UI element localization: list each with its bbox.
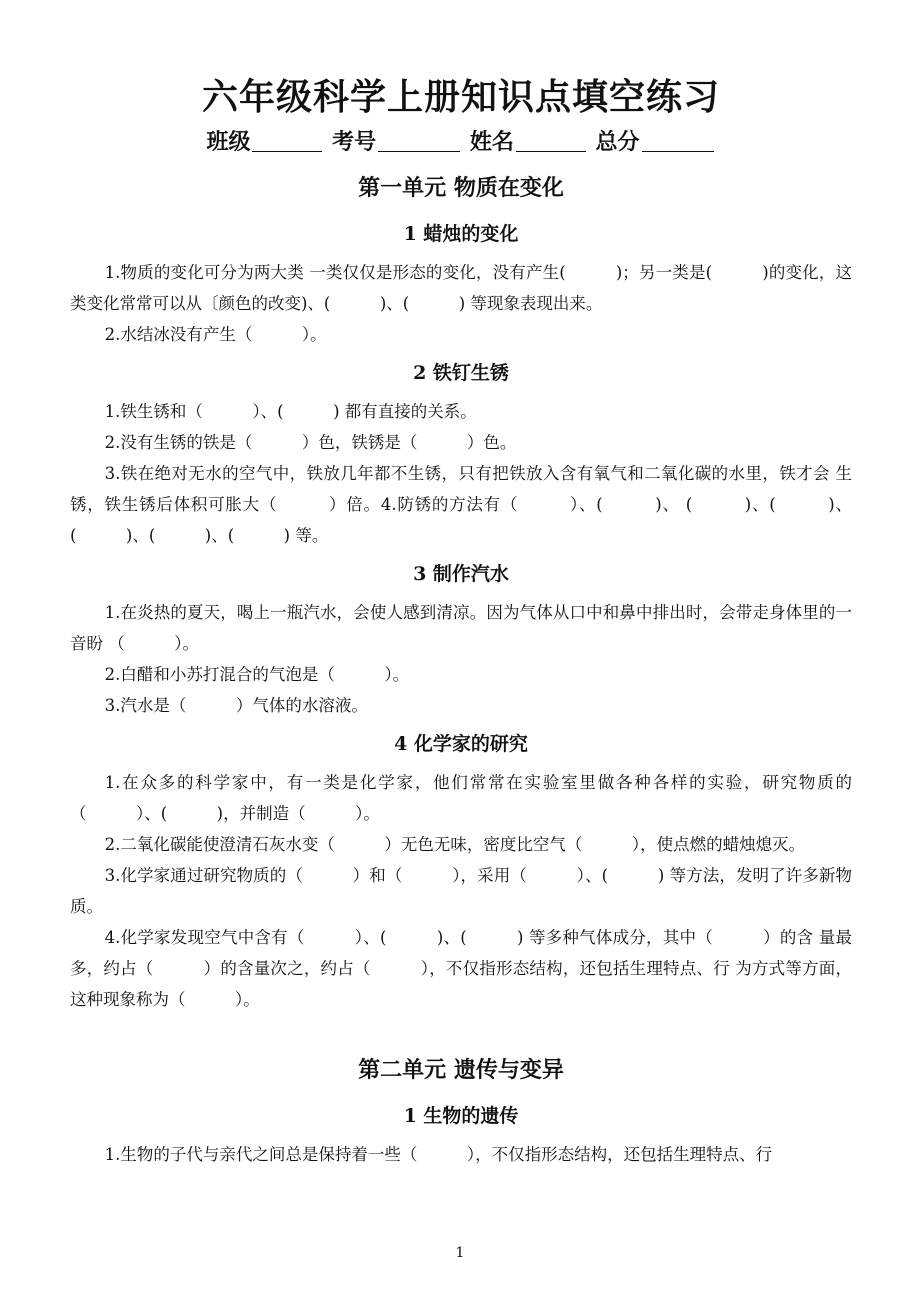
unit-title: 第一单元 物质在变化 (358, 175, 564, 201)
exam-number-label: 考号 (332, 129, 377, 155)
section-title: 1 生物的遗传 (403, 1105, 519, 1127)
score-blank[interactable] (642, 129, 714, 152)
question-paragraph: 1.生物的子代与亲代之间总是保持着一些（ ），不仅指形态结构，还包括生理特点、行 (104, 1145, 773, 1164)
units-container (70, 165, 858, 1170)
question-paragraph: 2.没有生锈的铁是（ ）色，铁锈是（ ）色。 (104, 433, 517, 452)
section-title: 2 铁钉生锈 (413, 362, 509, 384)
question-paragraph: 4.化学家发现空气中含有（ ）、( )、( ) 等多种气体成分，其中（ ）的含 量最多，约占（ ）的含量次之，约占（ ），不仅指形态结构，还包括生理特点、行 为方式等方面，这种现象称为（ ）。 (70, 928, 852, 1009)
section-title: 1 蜡烛的变化 (403, 223, 519, 245)
question-paragraph: 1.在炎热的夏天，喝上一瓶汽水，会使人感到清凉。因为气体从口中和鼻中排出时，会带走身体里的一音盼 （ ）。 (70, 603, 852, 653)
section-block (70, 211, 852, 350)
section-block (70, 350, 852, 551)
section-block (70, 1093, 852, 1170)
question-paragraph: 1.在众多的科学家中，有一类是化学家，他们常常在实验室里做各种各样的实验，研究物质的 （ ）、( )，并制造（ ）。 (70, 773, 858, 823)
section-block (70, 721, 858, 1015)
question-paragraph: 2.二氧化碳能使澄清石灰水变（ ）无色无味，密度比空气（ ），使点燃的蜡烛熄灭。 (104, 835, 806, 854)
score-label: 总分 (595, 129, 640, 155)
page-title: 六年级科学上册知识点填空练习 (201, 76, 720, 118)
page-number: 1 (455, 1245, 465, 1261)
worksheet-page (70, 75, 858, 1170)
unit-block (70, 1047, 852, 1170)
class-blank[interactable] (252, 129, 322, 152)
student-info-line (70, 119, 852, 165)
question-paragraph: 2.水结冰没有产生（ ）。 (104, 325, 327, 344)
section-title: 4 化学家的研究 (394, 733, 528, 755)
question-paragraph: 3.汽水是（ ）气体的水溶液。 (104, 696, 368, 715)
question-paragraph: 3.化学家通过研究物质的（ ）和（ ），采用（ ）、( ) 等方法，发明了许多新物质。 (70, 866, 852, 916)
class-label: 班级 (206, 129, 251, 155)
question-paragraph: 3.铁在绝对无水的空气中，铁放几年都不生锈，只有把铁放入含有氧气和二氧化碳的水里，铁才会 生锈，铁生锈后体积可胀大（ ）倍。4.防锈的方法有（ ）、( )、 ( )、( )、( )、( )、( ) 等。 (70, 464, 852, 545)
section-block (70, 551, 852, 721)
question-paragraph: 1.物质的变化可分为两大类 一类仅仅是形态的变化，没有产生( )；另一类是( )的变化，这类变化常常可以从〔颜色的改变)、( )、( ) 等现象表现出来。 (70, 263, 852, 313)
question-paragraph: 1.铁生锈和（ ）、( ) 都有直接的关系。 (104, 402, 477, 421)
unit-block (70, 165, 858, 1015)
name-blank[interactable] (516, 129, 586, 152)
unit-title: 第二单元 遗传与变异 (358, 1057, 564, 1083)
name-label: 姓名 (469, 129, 514, 155)
exam-number-blank[interactable] (378, 129, 460, 152)
question-paragraph: 2.白醋和小苏打混合的气泡是（ ）。 (104, 665, 410, 684)
section-title: 3 制作汽水 (413, 563, 509, 585)
